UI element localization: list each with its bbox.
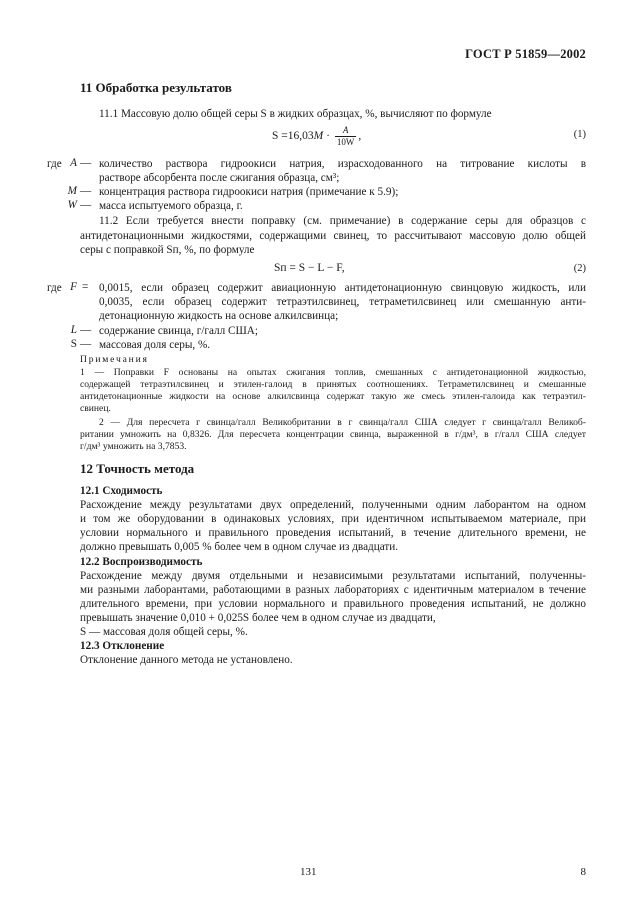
subsection-12-2-line-5: S — массовая доля общей серы, %.: [80, 626, 248, 638]
formula-1-numerator: A: [335, 125, 357, 137]
section-11-title: 11 Обработка результатов: [80, 80, 232, 95]
definition-s-dash: —: [80, 338, 92, 350]
definition-m: концентрация раствора гидроокиси натрия (примечание к 5.9);: [99, 186, 399, 198]
subsection-12-3-title: 12.3 Отклонение: [80, 640, 165, 652]
subsection-12-2-line-2: ми разными лаборантами, работающими в разных лабораториях с идентичным материалом в течение: [80, 584, 586, 596]
formula-1-left: S =16,03: [272, 130, 314, 143]
subsection-12-1-line-3: условии нормального и правильного проведения испытаний, в течение длительного времени, не: [80, 527, 586, 539]
definition-f-line-3: детонационную жидкость на основе алкилсвинца;: [99, 310, 339, 322]
equation-number-2: (2): [573, 263, 586, 274]
definition-a-dash: —: [80, 157, 92, 169]
note-2-line-3: г/дм³ умножить на 3,7853.: [80, 441, 187, 452]
definition-f-term: F: [70, 281, 77, 293]
notes-title: Примечания: [80, 354, 149, 365]
section-12-title: 12 Точность метода: [80, 461, 195, 476]
paragraph-11-2-line-1: 11.2 Если требуется внести поправку (см. примечание) в содержание серы для образцов с: [99, 215, 586, 227]
formula-1-fraction: [335, 125, 357, 148]
note-1-line-3: антидетонационные жидкости на основе алкилсвинца содержат такую же смесь этилен-галоида как тетраэтил-: [80, 391, 586, 402]
paragraph-11-1: 11.1 Массовую долю общей серы S в жидких образцах, %, вычисляют по формуле: [99, 108, 492, 120]
formula-1-comma: ,: [358, 130, 362, 143]
note-2-line-2: ритании умножить на 0,8326. Для пересчета концентрации свинца, выраженной в г/дм³, в г/галл США следует: [80, 429, 586, 440]
definition-w-dash: —: [80, 199, 92, 211]
paragraph-11-2-line-3: серы с поправкой Sп, %, по формуле: [80, 244, 255, 256]
definition-a-line-1: количество раствора гидроокиси натрия, израсходованного на титрование кислоты в: [99, 158, 586, 170]
note-1-line-2: содержащей тетраэтилсвинец и этилен-галоид в принятых соотношениях. Тетраметилсвинец и смешанные: [80, 379, 586, 390]
definition-m-term: M: [67, 185, 77, 197]
subsection-12-1-line-4: должно превышать 0,005 % более чем в одном случае из двадцати.: [80, 541, 399, 553]
definition-l: содержание свинца, г/галл США;: [99, 325, 258, 337]
where-label-2: где: [47, 282, 62, 294]
definition-l-dash: —: [80, 324, 92, 336]
definition-a-line-2: растворе абсорбента после сжигания образца, см³;: [99, 172, 340, 184]
formula-2: Sп = S − L − F,: [274, 262, 345, 274]
subsection-12-2-line-3: длительного времени, при условии нормального и правильного проведения испытаний, не должно: [80, 598, 586, 610]
paragraph-11-2-line-2: антидетонационными жидкостями, содержащими свинец, то рассчитывают массовую долю общей: [80, 230, 586, 242]
subsection-12-1-line-1: Расхождение между результатами двух определений, полученными одним лаборантом на одном: [80, 499, 586, 511]
page-number-right: 8: [580, 866, 586, 878]
where-label-1: где: [47, 158, 62, 170]
definition-a-term: A: [70, 157, 77, 169]
definition-l-term: L: [70, 324, 77, 336]
page-number-center: 131: [300, 866, 317, 878]
subsection-12-1-title: 12.1 Сходимость: [80, 485, 163, 497]
note-1-line-1: 1 — Поправки F основаны на опытах сжигания топлив, смешанных с антидетонационной жидкостью,: [80, 367, 586, 378]
note-2-line-1: 2 — Для пересчета г свинца/галл Великобритании в г свинца/галл США следует г свинца/галл Великоб-: [99, 417, 586, 428]
definition-f-line-1: 0,0015, если образец содержит авиационную антидетонационную свинцовую жидкость, или: [99, 282, 586, 294]
formula-1: [272, 125, 361, 148]
formula-1-dot: ·: [326, 130, 330, 143]
definition-f-equals: =: [82, 281, 89, 293]
note-1-line-4: свинец.: [80, 403, 111, 414]
subsection-12-2-line-1: Расхождение между двумя отдельными и независимыми результатами испытаний, полученны-: [80, 570, 586, 582]
subsection-12-3-line-1: Отклонение данного метода не установлено.: [80, 654, 293, 666]
subsection-12-1-line-2: и том же оборудовании в одинаковых условиях, при идентичном испытываемом материале, при: [80, 513, 586, 525]
definition-s: массовая доля серы, %.: [99, 339, 211, 351]
subsection-12-2-title: 12.2 Воспроизводимость: [80, 556, 203, 568]
equation-number-1: (1): [573, 129, 586, 140]
subsection-12-2-line-4: превышать значение 0,010 + 0,025S более чем в одном случае из двадцати,: [80, 612, 436, 624]
definition-s-term: S: [70, 338, 77, 350]
formula-1-m: M: [313, 130, 324, 143]
definition-f-line-2: 0,0035, если образец содержит тетраэтилсвинец, тетраметилсвинец или смешанную анти-: [99, 296, 586, 308]
definition-w-term: W: [67, 199, 77, 211]
formula-1-denominator: 10W: [336, 137, 355, 147]
definition-w: масса испытуемого образца, г.: [99, 200, 243, 212]
definition-m-dash: —: [80, 185, 92, 197]
document-header-id: ГОСТ Р 51859—2002: [465, 47, 586, 61]
